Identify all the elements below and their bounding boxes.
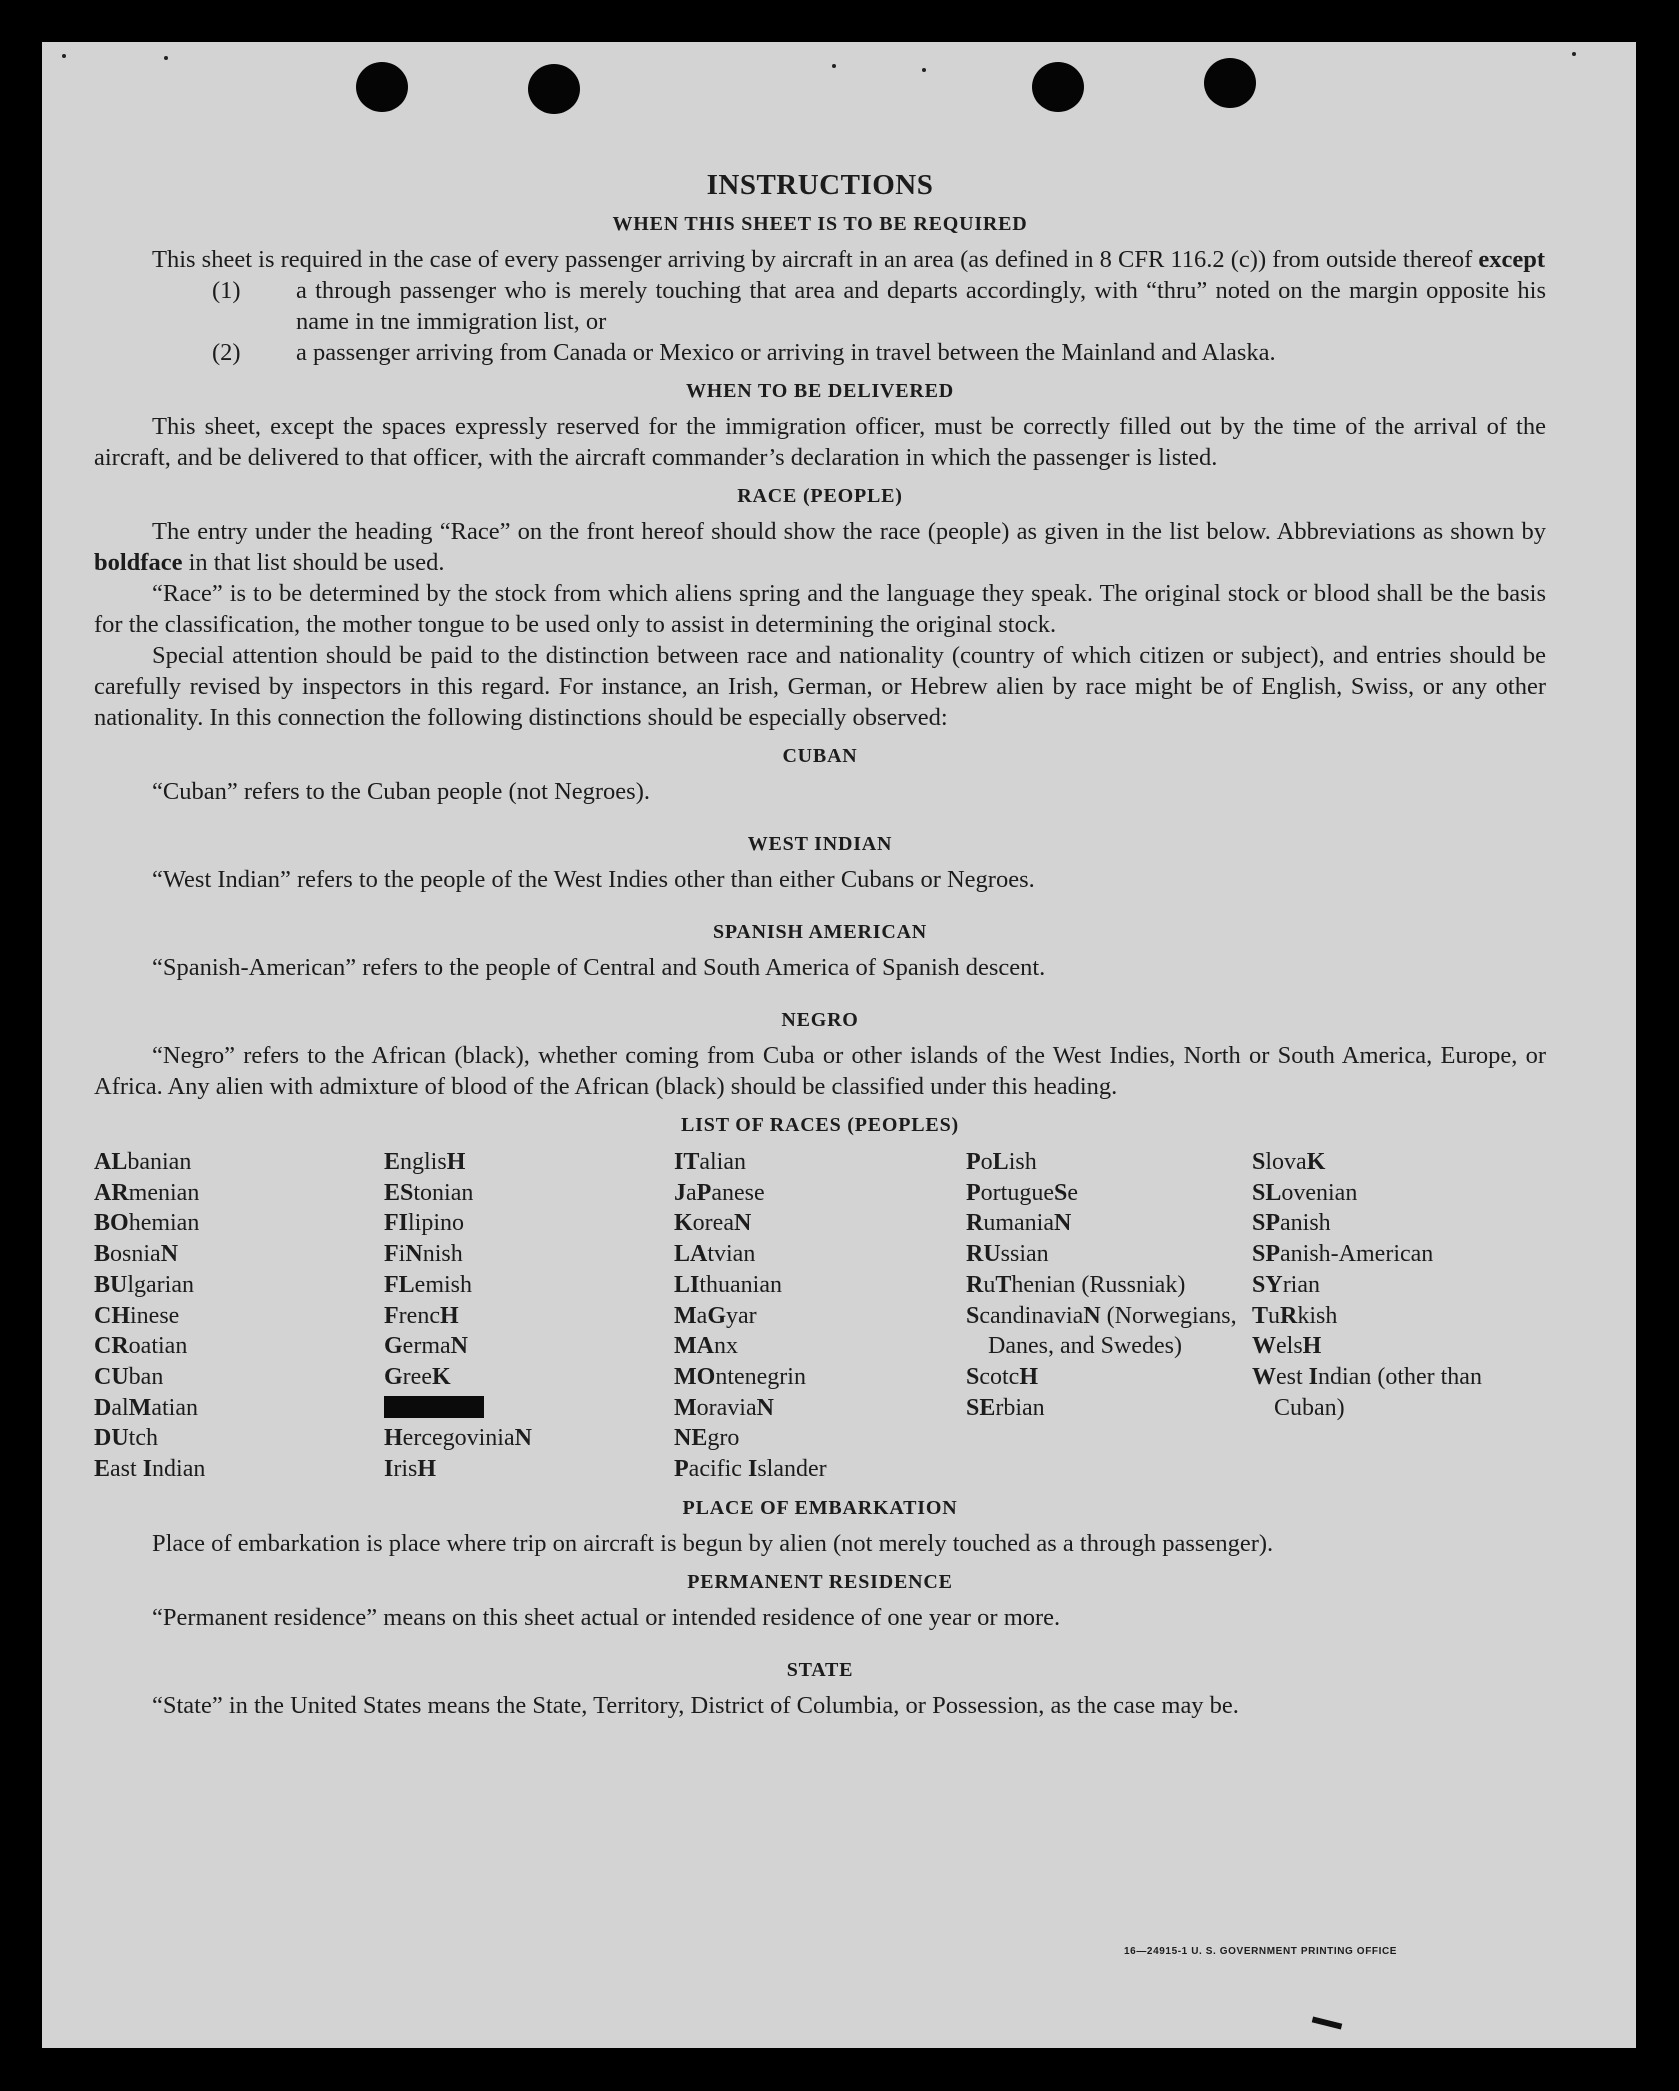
paragraph-cuban: “Cuban” refers to the Cuban people (not Negroes). — [152, 778, 650, 805]
paragraph-west-indian: “West Indian” refers to the people of the West Indies other than either Cubans or Negroes. — [152, 866, 1035, 893]
race-list — [94, 1147, 1546, 1485]
paragraph-delivered: This sheet, except the spaces expressly reserved for the immigration officer, must be correctly filled out by the time of the arrival of the aircraft, and be delivered to that officer, with the aircraft commander’s declaration in which the passenger is listed. — [94, 413, 1546, 471]
race-item: CRoatian — [94, 1333, 188, 1360]
race-item: SlovaK — [1252, 1149, 1326, 1175]
heading-embarkation: PLACE OF EMBARKATION — [682, 1496, 958, 1519]
ink-mark — [1312, 2016, 1343, 2029]
race-item: DalMatian — [94, 1394, 198, 1421]
race-column — [94, 1147, 384, 1485]
race-item: Pacific Islander — [674, 1456, 827, 1483]
heading-spanish-american: SPANISH AMERICAN — [712, 921, 928, 943]
redacted-entry — [384, 1396, 484, 1418]
heading-west-indian: WEST INDIAN — [747, 833, 893, 855]
heading-residence: PERMANENT RESIDENCE — [687, 1570, 953, 1593]
race-item: MoraviaN — [674, 1394, 774, 1421]
race-item: HercegoviniaN — [384, 1425, 532, 1452]
race-item: BUlgarian — [94, 1271, 194, 1298]
race-item: WelsH — [1252, 1333, 1322, 1360]
heading-race: RACE (PEOPLE) — [737, 485, 903, 507]
heading-negro: NEGRO — [781, 1009, 859, 1031]
race-item: CUban — [94, 1363, 164, 1390]
speck — [1572, 52, 1576, 56]
race-item: East Indian — [94, 1456, 206, 1483]
race-item: SLovenian — [1252, 1179, 1358, 1206]
paragraph-race-stock: “Race” is to be determined by the stock from which aliens spring and the language they speak. The original stock or blood shall be the basis for the classification, the mother tongue to be used only to assist in determining the original stock. — [94, 580, 1546, 638]
heading-when-required: WHEN THIS SHEET IS TO BE REQUIRED — [612, 213, 1028, 235]
race-item: West Indian (other than Cuban) — [1252, 1363, 1482, 1421]
page-title: INSTRUCTIONS — [706, 169, 934, 201]
race-item: SPanish-American — [1252, 1241, 1434, 1268]
heading-state: STATE — [786, 1658, 854, 1681]
race-item: MaGyar — [674, 1302, 757, 1329]
race-item: EnglisH — [384, 1149, 466, 1175]
race-item: GermaN — [384, 1333, 468, 1360]
paragraph-race-entry: The entry under the heading “Race” on the front hereof should show the race (people) as given in the list below. Abbreviations as shown by boldface in that list should be used. — [94, 518, 1546, 576]
race-item: LIthuanian — [674, 1271, 782, 1298]
race-item: NEgro — [674, 1425, 740, 1452]
heading-list-of-races: LIST OF RACES (PEOPLES) — [681, 1114, 959, 1136]
exception-item: (1) a through passenger who is merely touching that area and departs accordingly, with “thru” noted on the margin opposite his name in tne immigration list, or — [212, 277, 1546, 335]
race-item: ScandinaviaN (Norwegians, Danes, and Swedes) — [966, 1302, 1237, 1360]
race-item: PoLish — [966, 1149, 1037, 1175]
punch-hole — [528, 64, 580, 114]
race-item: SPanish — [1252, 1210, 1331, 1237]
document-sheet — [42, 42, 1636, 2048]
race-column — [1252, 1147, 1512, 1485]
paragraph-residence: “Permanent residence” means on this sheet actual or intended residence of one year or more. — [152, 1603, 1061, 1631]
race-item: RumaniaN — [966, 1210, 1072, 1237]
race-item — [384, 1393, 674, 1424]
race-item: CHinese — [94, 1302, 180, 1329]
heading-when-delivered: WHEN TO BE DELIVERED — [685, 380, 955, 402]
paragraph-required: This sheet is required in the case of every passenger arriving by aircraft in an area (as defined in 8 CFR 116.2 (c)) from outside thereof except — [152, 246, 1546, 273]
printing-office-code: 16—24915-1 U. S. GOVERNMENT PRINTING OFFICE — [1124, 1946, 1398, 1957]
race-item: LAtvian — [674, 1241, 756, 1268]
instructions-body — [94, 170, 1546, 1721]
race-column — [384, 1147, 674, 1485]
speck — [922, 68, 926, 72]
race-item: KoreaN — [674, 1210, 752, 1237]
race-item: JaPanese — [674, 1179, 765, 1206]
speck — [164, 56, 168, 60]
race-item: ALbanian — [94, 1149, 192, 1175]
race-item: SErbian — [966, 1394, 1045, 1421]
race-item: ARmenian — [94, 1179, 200, 1206]
paragraph-state: “State” in the United States means the State, Territory, District of Columbia, or Possession, as the case may be. — [152, 1691, 1239, 1719]
race-item: ScotcH — [966, 1363, 1039, 1390]
race-item: FLemish — [384, 1271, 472, 1298]
race-item: FIlipino — [384, 1210, 465, 1237]
paragraph-spanish-american: “Spanish-American” refers to the people of Central and South America of Spanish descent. — [152, 954, 1046, 981]
race-item: IrisH — [384, 1456, 437, 1483]
race-item: RuThenian (Russniak) — [966, 1271, 1186, 1298]
race-item: BosniaN — [94, 1241, 179, 1268]
heading-cuban: CUBAN — [782, 745, 858, 767]
race-item: MOntenegrin — [674, 1363, 806, 1390]
race-item: RUssian — [966, 1241, 1049, 1268]
race-item: FrencH — [384, 1302, 459, 1329]
race-column — [674, 1147, 966, 1485]
race-item: PortugueSe — [966, 1179, 1078, 1206]
race-item: EStonian — [384, 1179, 474, 1206]
paragraph-negro: “Negro” refers to the African (black), whether coming from Cuba or other islands of the West Indies, North or South America, Europe, or Africa. Any alien with admixture of blood of the African (black) should be classified under this heading. — [94, 1042, 1546, 1100]
race-item: GreeK — [384, 1363, 451, 1390]
exception-list — [94, 275, 1546, 368]
race-item: BOhemian — [94, 1210, 200, 1237]
race-item: FiNnish — [384, 1241, 463, 1268]
speck — [832, 64, 836, 68]
exception-item: (2) a passenger arriving from Canada or Mexico or arriving in travel between the Mainland and Alaska. — [212, 339, 1276, 366]
speck — [62, 54, 66, 58]
race-item: ITalian — [674, 1149, 746, 1175]
race-item: SYrian — [1252, 1271, 1320, 1298]
paragraph-race-nationality: Special attention should be paid to the distinction between race and nationality (country of which citizen or subject), and entries should be carefully revised by inspectors in this regard. For instance, an Irish, German, or Hebrew alien by race might be of English, Swiss, or any other nationality. In this connection the following distinctions should be especially observed: — [94, 642, 1546, 731]
punch-hole — [1032, 62, 1084, 112]
race-item: DUtch — [94, 1425, 158, 1452]
punch-hole — [1204, 58, 1256, 108]
punch-hole — [356, 62, 408, 112]
race-item: MAnx — [674, 1333, 738, 1360]
race-item: TuRkish — [1252, 1302, 1338, 1329]
paragraph-embarkation: Place of embarkation is place where trip on aircraft is begun by alien (not merely touched as a through passenger). — [152, 1529, 1274, 1557]
race-column — [966, 1147, 1252, 1485]
